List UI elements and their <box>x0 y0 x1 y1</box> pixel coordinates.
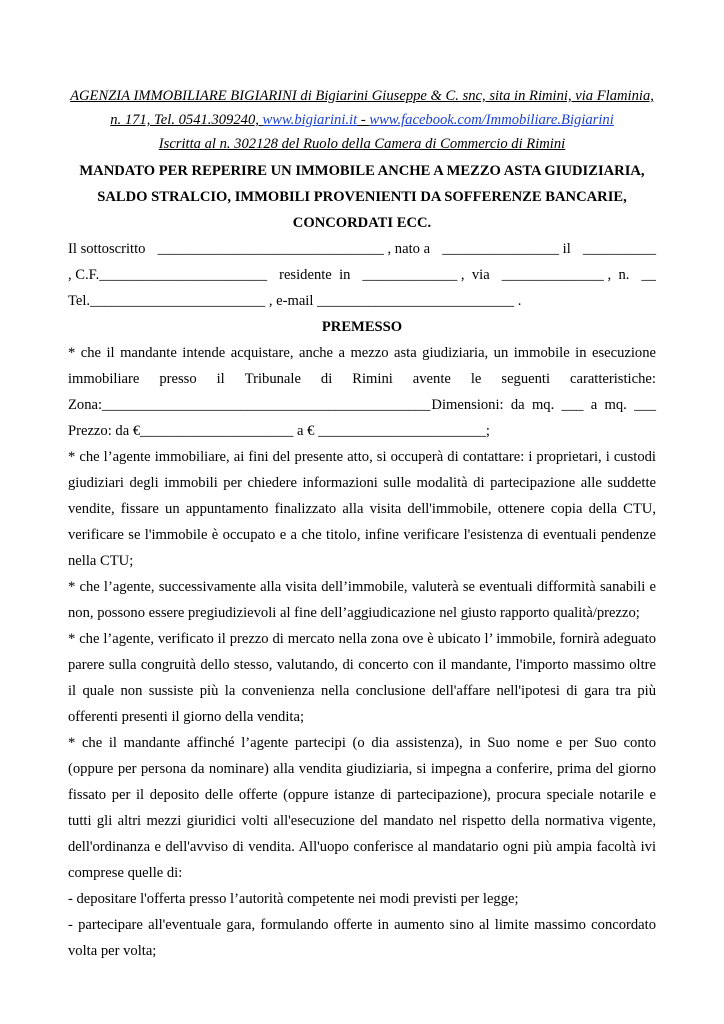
paragraph-2: * che l’agente immobiliare, ai fini del presente atto, si occuperà di contattare: i proprietari, i custodi giudiziari degli immobili per chiedere informazioni sulle modalità di partecipazione alle suddette vendite, fissare un appuntamento finalizzato alla visita dell'immobile, ottenere copia della CTU, verificare se l'immobile è occupato e a che titolo, infine verificare l'esistenza di eventuali pendenze nella CTU; <box>68 449 656 569</box>
document-title <box>68 158 656 236</box>
paragraph-1-line-3 <box>68 392 656 418</box>
word: Tribunale <box>244 371 301 387</box>
name-blank-field[interactable]: _______________________________ , nato a <box>157 241 431 257</box>
resident-label: residente in <box>279 267 351 283</box>
paragraph-7: - partecipare all'eventuale gara, formulando offerte in aumento sino al limite massimo concordato volta per volta; <box>68 917 656 959</box>
agency-header-line-2 <box>68 108 656 132</box>
form-row-contacts <box>68 288 656 314</box>
word: presso <box>159 371 197 387</box>
word: Rimini <box>352 371 393 387</box>
birthplace-blank-field[interactable]: ________________ il <box>442 241 571 257</box>
paragraph-3: * che l’agente, successivamente alla visita dell’immobile, valuterà se eventuali difformità sanabili e non, possono essere pregiudizievoli al fine dell’aggiudicazione nel giusto rapporto qualità/prezzo; <box>68 579 656 621</box>
title-line-3: CONCORDATI ECC. <box>292 215 432 231</box>
street-blank-field[interactable]: ______________ , n. <box>501 267 630 283</box>
title-line-2: SALDO STRALCIO, IMMOBILI PROVENIENTI DA SOFFERENZE BANCARIE, <box>97 189 627 205</box>
agency-header-line-3: Iscritta al n. 302128 del Ruolo della Camera di Commercio di Rimini <box>158 136 566 152</box>
paragraph-1-line-1: * che il mandante intende acquistare, anche a mezzo asta giudiziaria, un immobile in esecuzione <box>68 345 656 361</box>
document-page <box>68 84 656 964</box>
paragraph-1-line-4 <box>68 418 656 444</box>
form-row-name <box>68 236 656 262</box>
word: di <box>320 371 333 387</box>
paragraph-5: * che il mandante affinché l’agente partecipi (o dia assistenza), in Suo nome e per Suo conto (oppure per persona da nominare) alla vendita giudiziaria, si impegna a conferire, prima del giorno fissato per il deposito delle offerte (oppure istanze di partecipazione), procura speciale notarile e tutti gli altri mezzi giuridici volti all'esecuzione del mandato nel rispetto della normativa vigente, dell'ordinanza e dell'avviso di vendita. All'uopo conferisce al mandatario ogni più ampia facoltà ivi comprese quelle di: <box>68 735 656 881</box>
phone-email-blank-field[interactable]: Tel.________________________ , e-mail ___________________________ . <box>68 293 522 309</box>
form-row-address <box>68 262 656 288</box>
paragraph-4: * che l’agente, verificato il prezzo di mercato nella zona ove è ubicato l’ immobile, fornirà adeguato parere sulla congruità dello stesso, valutando, di concerto con il mandante, l'importo massimo oltre il quale non sussiste più la convenienza nella conclusione dell'affare nell'ipotesi di gara tra più offerenti presenti il giorno della vendita; <box>68 631 656 725</box>
tax-code-blank-field[interactable]: , C.F._______________________ <box>68 267 268 283</box>
paragraph-1-line-2 <box>68 366 656 392</box>
word: il <box>216 371 225 387</box>
agency-header-line-1: AGENZIA IMMOBILIARE BIGIARINI di Bigiarini Giuseppe & C. snc, sita in Rimini, via Flaminia, <box>70 88 654 104</box>
city-blank-field[interactable]: _____________ , via <box>362 267 490 283</box>
title-line-1: MANDATO PER REPERIRE UN IMMOBILE ANCHE A MEZZO ASTA GIUDIZIARIA, <box>79 163 645 179</box>
zone-blank-field[interactable]: Zona:_____________________________________________ <box>68 397 431 413</box>
word: le <box>470 371 482 387</box>
price-blank-field[interactable]: Prezzo: da €_____________________ a € _______________________; <box>68 423 490 439</box>
dimensions-blank-field[interactable]: Dimensioni: da mq. ___ a mq. ___ <box>431 397 656 413</box>
word: caratteristiche: <box>570 371 656 387</box>
facebook-link[interactable]: www.facebook.com/Immobiliare.Bigiarini <box>369 112 614 128</box>
section-heading-premesso: PREMESSO <box>321 319 403 335</box>
link-separator: - <box>357 112 370 128</box>
paragraph-6: - depositare l'offerta presso l’autorità competente nei modi previsti per legge; <box>68 891 519 907</box>
website-link[interactable]: www.bigiarini.it <box>262 112 358 128</box>
word: seguenti <box>501 371 551 387</box>
number-blank-field[interactable]: __ <box>641 267 656 283</box>
phone-text: n. 171, Tel. 0541.309240, <box>110 112 263 128</box>
word: avente <box>412 371 451 387</box>
word: immobiliare <box>68 371 140 387</box>
birthdate-blank-field[interactable]: __________ <box>583 241 656 257</box>
undersigned-label: Il sottoscritto <box>68 241 146 257</box>
